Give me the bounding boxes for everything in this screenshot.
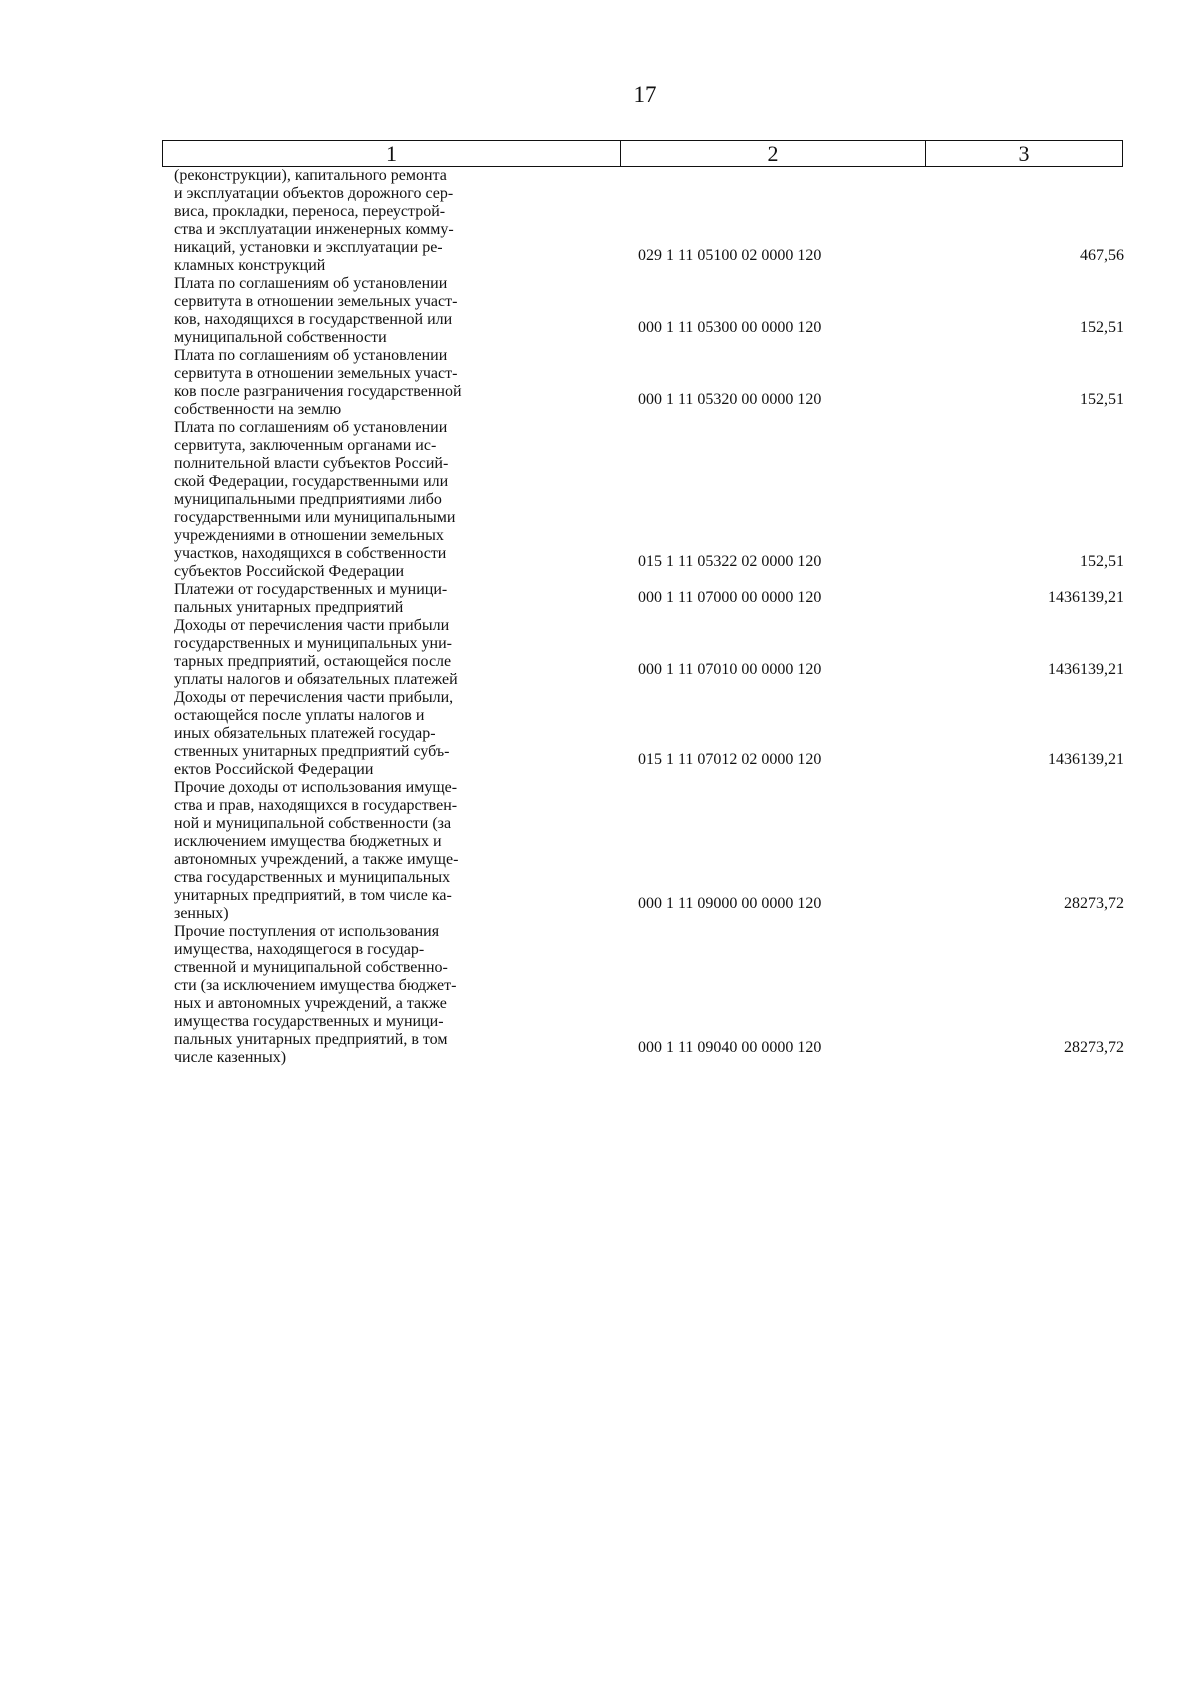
row-amount: 152,51	[1080, 319, 1124, 337]
header-col-2: 2	[621, 141, 926, 166]
table-row	[174, 689, 1124, 779]
row-description: (реконструкции), капитального ремонта и эксплуатации объектов дорожного сер- виса, прокладки, переноса, переустрой- ства и эксплуатации инженерных комму- никаций, установки и эксплуатации ре- кламных конструкций	[174, 167, 454, 274]
table-row	[174, 617, 1124, 689]
row-amount: 28273,72	[1064, 1039, 1124, 1057]
header-col-1: 1	[163, 141, 621, 166]
row-description: Доходы от перечисления части прибыли, остающейся после уплаты налогов и иных обязательных платежей государ- ственных унитарных предприятий субъ- ектов Российской Федерации	[174, 689, 454, 778]
table-row	[174, 581, 1124, 617]
table-row	[174, 779, 1124, 923]
row-description: Прочие доходы от использования имуще- ства и прав, находящихся в государствен- ной и муниципальной собственности (за исключением имущества бюджетных и автономных учреждений, а также имуще- ства государственных и муниципальных унитарных предприятий, в том числе ка- зенных)	[174, 779, 459, 922]
row-code: 000 1 11 09000 00 0000 120	[638, 895, 822, 913]
table-row	[174, 923, 1124, 1067]
row-code: 000 1 11 07010 00 0000 120	[638, 661, 822, 679]
row-amount: 1436139,21	[1048, 589, 1124, 607]
table-row	[174, 419, 1124, 581]
table-row	[174, 347, 1124, 419]
row-code: 000 1 11 09040 00 0000 120	[638, 1039, 822, 1057]
row-code: 015 1 11 05322 02 0000 120	[638, 553, 822, 571]
table-body	[174, 167, 1124, 1067]
table-row	[174, 167, 1124, 275]
row-amount: 1436139,21	[1048, 751, 1124, 769]
table-row	[174, 275, 1124, 347]
row-description: Платежи от государственных и муници- пальных унитарных предприятий	[174, 581, 448, 616]
row-amount: 1436139,21	[1048, 661, 1124, 679]
header-col-3: 3	[1018, 140, 1030, 166]
row-amount: 28273,72	[1064, 895, 1124, 913]
row-code: 000 1 11 05320 00 0000 120	[638, 391, 822, 409]
row-code: 029 1 11 05100 02 0000 120	[638, 247, 822, 265]
row-amount: 152,51	[1080, 553, 1124, 571]
row-description: Доходы от перечисления части прибыли государственных и муниципальных уни- тарных предприятий, остающейся после уплаты налогов и обязательных платежей	[174, 617, 458, 688]
row-description: Прочие поступления от использования имущества, находящегося в государ- ственной и муниципальной собственно- сти (за исключением имущества бюджет- ных и автономных учреждений, а также имущества государственных и муници- пальных унитарных предприятий, в том числе казенных)	[174, 923, 457, 1066]
row-code: 000 1 11 05300 00 0000 120	[638, 319, 822, 337]
row-code: 000 1 11 07000 00 0000 120	[638, 589, 822, 607]
row-amount: 467,56	[1080, 247, 1124, 265]
page-number: 17	[633, 82, 657, 107]
table-header	[162, 140, 1123, 167]
row-code: 015 1 11 07012 02 0000 120	[638, 751, 822, 769]
row-description: Плата по соглашениям об установлении сервитута, заключенным органами ис- полнительной власти субъектов Россий- ской Федерации, государственными или муниципальными предприятиями либо государственными или муниципальными учреждениями в отношении земельных участков, находящихся в собственности субъектов Российской Федерации	[174, 419, 456, 580]
row-description: Плата по соглашениям об установлении сервитута в отношении земельных участ- ков после разграничения государственной собственности на землю	[174, 347, 462, 418]
row-description: Плата по соглашениям об установлении сервитута в отношении земельных участ- ков, находящихся в государственной или муниципальной собственности	[174, 275, 458, 346]
row-amount: 152,51	[1080, 391, 1124, 409]
